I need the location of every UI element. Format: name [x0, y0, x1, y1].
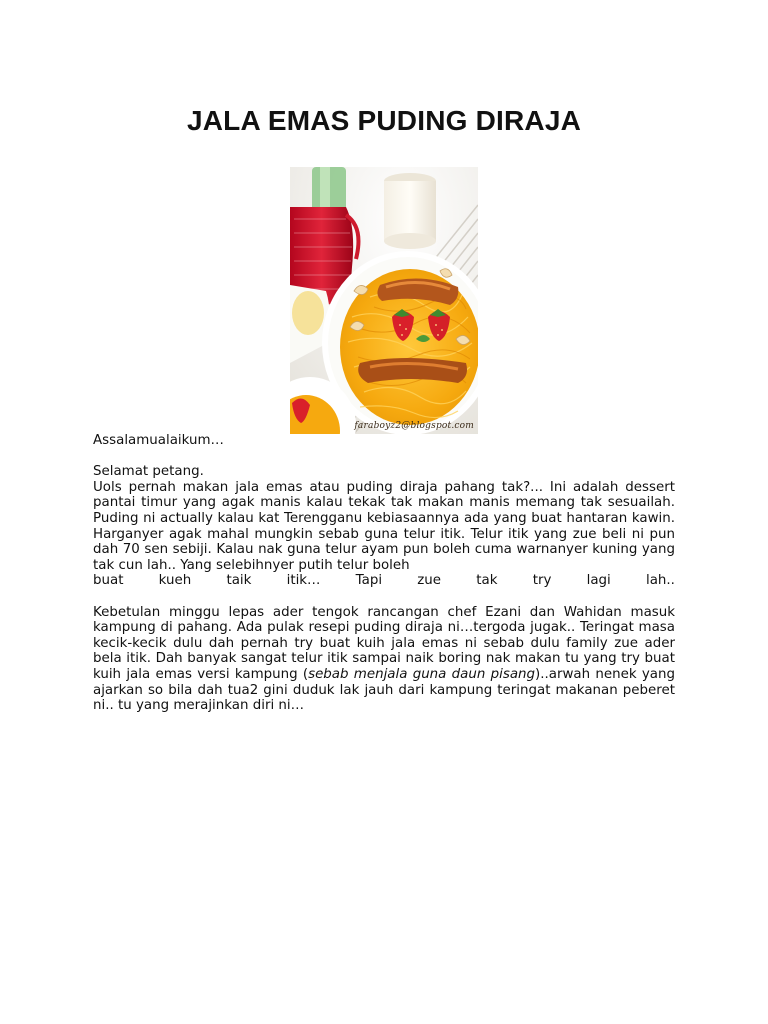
- word: tak: [476, 573, 498, 589]
- word: itik…: [286, 573, 321, 589]
- word: kueh: [158, 573, 192, 589]
- paragraph-2-text-end: )..arwah nenek yang ajarkan so bila dah tua2 gini duduk lak jauh dari kampung teringat makanan peberet ni.. tu yang merajinkan diri ni…: [93, 666, 675, 714]
- paragraph-2-italic: sebab menjala guna daun pisang: [308, 666, 536, 682]
- page-title: JALA EMAS PUDING DIRAJA: [186, 105, 582, 136]
- word: Tapi: [355, 573, 383, 589]
- paragraph-1-last-line: [93, 573, 675, 589]
- word: taik: [226, 573, 252, 589]
- paragraph-gap: [93, 589, 675, 605]
- word: lah..: [645, 573, 675, 589]
- word: lagi: [586, 573, 611, 589]
- photo-watermark-caption: faraboyz2@blogspot.com: [354, 421, 474, 431]
- word: zue: [417, 573, 442, 589]
- dessert-photo-illustration: [290, 167, 478, 434]
- paragraph-1: Uols pernah makan jala emas atau puding diraja pahang tak?... Ini adalah dessert pantai timur yang agak manis kalau tekak tak makan manis memang tak sesuailah. Puding ni actually kalau kat Terengganu kebiasaannya ada yang buat hantaran kawin. Harganyer agak mahal mungkin sebab guna telur itik. Telur itik yang zue beli ni pun dah 70 sen sebiji. Kalau nak guna telur ayam pun boleh cuma warnanyer kuning yang tak cun lah.. Yang selebihnyer putih telur boleh: [93, 479, 675, 573]
- word: buat: [93, 573, 124, 589]
- paragraph-2: [93, 605, 675, 714]
- paragraph-gap: [93, 449, 675, 465]
- dessert-photo: [290, 167, 478, 434]
- article-body: [93, 433, 675, 714]
- greeting: Assalamualaikum…: [93, 433, 224, 448]
- word: try: [532, 573, 552, 589]
- paragraph-2-text: Kebetulan minggu lepas ader tengok rancangan chef Ezani dan Wahidan masuk kampung di pahang. Ada pulak resepi puding diraja ni…tergoda jugak.. Teringat masa kecik-kecik dulu dah pernah try buat kuih jala emas ni sebab dulu family zue ader bela itik. Dah banyak sangat telur itik sampai naik boring nak makan tu yang try buat kuih jala emas versi kampung (: [93, 604, 675, 682]
- salutation: Selamat petang.: [93, 464, 204, 480]
